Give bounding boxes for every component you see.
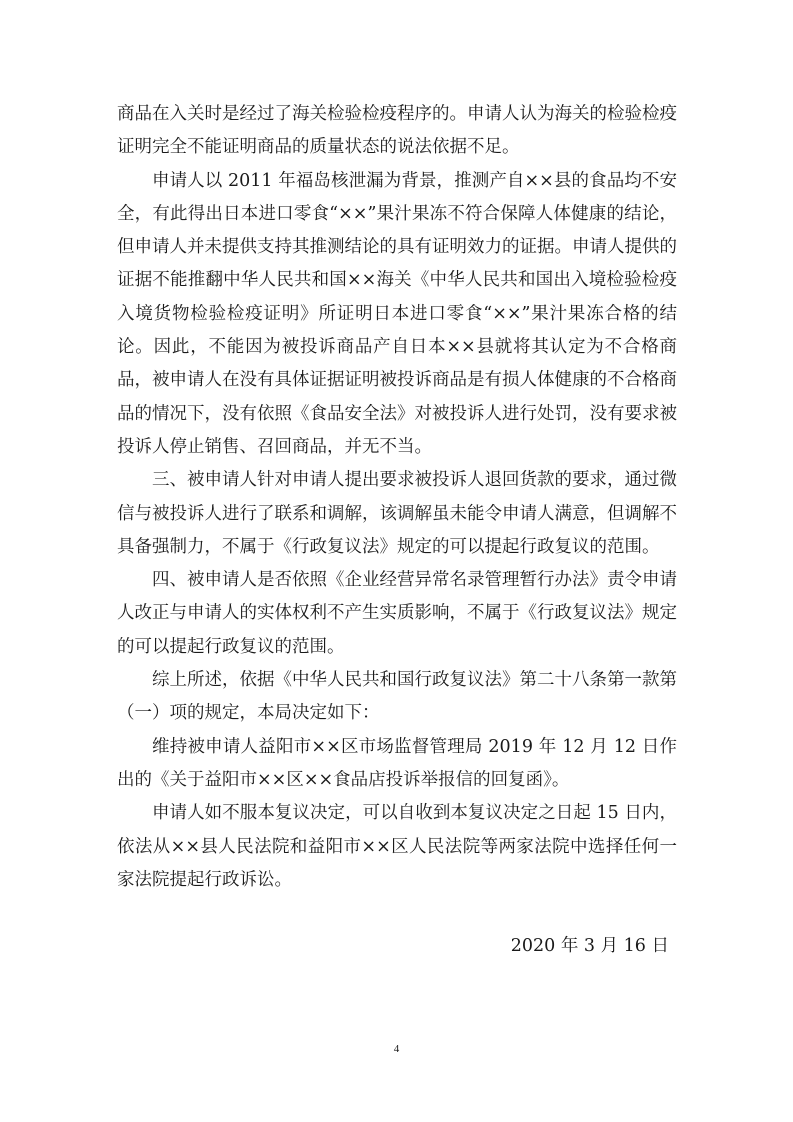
- document-date: 2020 年 3 月 16 日: [510, 936, 669, 956]
- paragraph-point-four: 四、被申请人是否依照《企业经营异常名录管理暂行办法》责令申请人改正与申请人的实体权利不产生实质影响，不属于《行政复议法》规定的可以提起行政复议的范围。: [117, 570, 677, 657]
- page-number: 4: [393, 1043, 400, 1055]
- paragraph-point-three: 三、被申请人针对申请人提出要求被投诉人退回货款的要求，通过微信与被投诉人进行了联系和调解，该调解虽未能令申请人满意，但调解不具备强制力，不属于《行政复议法》规定的可以提起行政复议的范围。: [117, 470, 677, 557]
- paragraph-evidence-analysis: 申请人以 2011 年福岛核泄漏为背景，推测产自××县的食品均不安全，有此得出日本进口零食“××”果汁果冻不符合保障人体健康的结论，但申请人并未提供支持其推测结论的具有证明效力的证据。申请人提供的证据不能推翻中华人民共和国××海关《中华人民共和国出入境检验检疫入境货物检验检疫证明》所证明日本进口零食“××”果汁果冻合格的结论。因此，不能因为被投诉商品产自日本××县就将其认定为不合格商品，被申请人在没有具体证据证明被投诉商品是有损人体健康的不合格商品的情况下，没有依照《食品安全法》对被投诉人进行处罚，没有要求被投诉人停止销售、召回商品，并无不当。: [117, 170, 677, 457]
- document-body: [117, 98, 677, 897]
- paragraph-conclusion: 综上所述，依据《中华人民共和国行政复议法》第二十八条第一款第（一）项的规定，本局决定如下：: [117, 670, 677, 724]
- paragraph-appeal-notice: 申请人如不服本复议决定，可以自收到本复议决定之日起 15 日内，依法从××县人民法院和益阳市××区人民法院等两家法院中选择任何一家法院提起行政诉讼。: [117, 803, 677, 890]
- paragraph-continuation: 商品在入关时是经过了海关检验检疫程序的。申请人认为海关的检验检疫证明完全不能证明商品的质量状态的说法依据不足。: [117, 104, 677, 158]
- paragraph-decision: 维持被申请人益阳市××区市场监督管理局 2019 年 12 月 12 日作出的《关于益阳市××区××食品店投诉举报信的回复函》。: [117, 736, 677, 790]
